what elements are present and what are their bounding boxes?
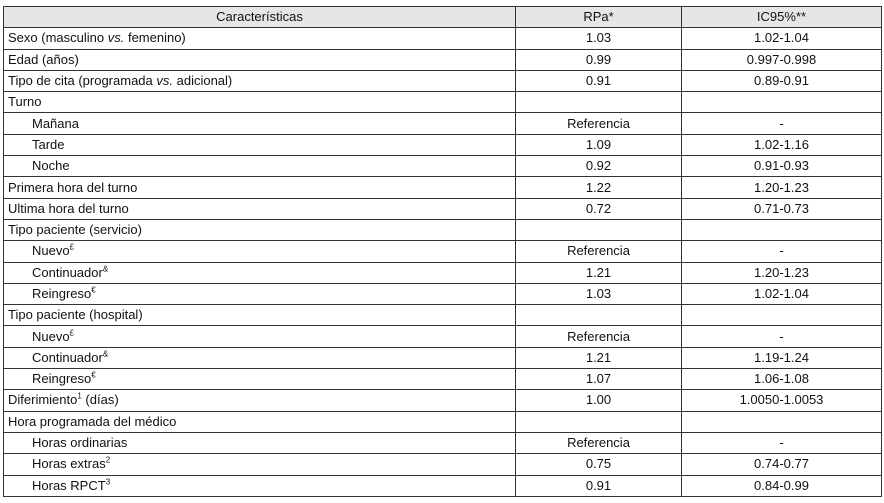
rpa-cell: Referencia [516, 432, 682, 453]
rpa-cell: Referencia [516, 241, 682, 262]
table-row [4, 347, 882, 368]
characteristic-cell [4, 241, 516, 262]
table-row [4, 432, 882, 453]
ic95-cell [682, 305, 882, 326]
table-row [4, 156, 882, 177]
characteristic-cell [4, 92, 516, 113]
ic95-cell: - [682, 113, 882, 134]
rpa-cell: Referencia [516, 326, 682, 347]
characteristic-cell [4, 70, 516, 91]
table-row [4, 369, 882, 390]
characteristic-label: Nuevo [32, 243, 70, 259]
characteristic-label: Horas extras [32, 456, 106, 472]
characteristic-label: Tipo paciente (servicio) [8, 222, 142, 238]
ic95-cell [682, 92, 882, 113]
rpa-cell: 1.03 [516, 28, 682, 49]
header-ic95: IC95%** [682, 7, 882, 28]
footnote-marker: 2 [105, 456, 111, 466]
table-row [4, 262, 882, 283]
characteristic-label: Primera hora del turno [8, 179, 138, 195]
table-row [4, 219, 882, 240]
footnote-marker: & [102, 264, 109, 274]
characteristic-label: Reingreso [32, 286, 92, 301]
ic95-cell: 1.19-1.24 [682, 347, 882, 368]
footnote-marker: € [91, 285, 96, 295]
rpa-cell: 1.03 [516, 283, 682, 304]
ic95-cell: 0.71-0.73 [682, 198, 882, 219]
ic95-cell [682, 411, 882, 432]
table-row [4, 326, 882, 347]
ic95-cell: - [682, 326, 882, 347]
ic95-cell: - [682, 432, 882, 453]
header-rpa: RPa* [516, 7, 682, 28]
characteristic-label: Turno [8, 94, 42, 110]
rpa-cell: 0.91 [516, 475, 682, 496]
ic95-cell: 0.91-0.93 [682, 156, 882, 177]
ic95-cell: 1.20-1.23 [682, 177, 882, 198]
characteristic-emphasis: vs. [107, 30, 125, 46]
ic95-cell: 0.89-0.91 [682, 70, 882, 91]
footnote-marker: € [91, 370, 96, 380]
table-container [3, 6, 881, 497]
footnote-marker: £ [69, 243, 75, 253]
table-row [4, 134, 882, 155]
characteristic-cell [4, 454, 516, 475]
rpa-cell: 0.92 [516, 156, 682, 177]
characteristic-cell [4, 28, 516, 49]
ic95-cell: 1.02-1.04 [682, 28, 882, 49]
ic95-cell: 0.997-0.998 [682, 49, 882, 70]
characteristic-cell [4, 432, 516, 453]
footnote-marker: £ [69, 328, 75, 338]
characteristic-cell [4, 326, 516, 347]
rpa-cell: 1.22 [516, 177, 682, 198]
rpa-cell: 0.99 [516, 49, 682, 70]
table-body [4, 28, 882, 497]
table-row [4, 411, 882, 432]
table-row [4, 475, 882, 496]
table-row [4, 283, 882, 304]
results-table [3, 6, 882, 497]
characteristic-label: Diferimiento [8, 392, 78, 408]
rpa-cell: 0.91 [516, 70, 682, 91]
characteristic-cell [4, 283, 516, 304]
characteristic-cell [4, 156, 516, 177]
characteristic-label: Continuador [32, 349, 103, 365]
characteristic-cell [4, 411, 516, 432]
characteristic-cell [4, 475, 516, 496]
table-row [4, 92, 882, 113]
characteristic-label: Hora programada del médico [8, 413, 177, 429]
footnote-marker: 3 [105, 477, 111, 487]
characteristic-cell [4, 305, 516, 326]
characteristic-cell [4, 49, 516, 70]
table-row [4, 28, 882, 49]
characteristic-cell [4, 198, 516, 219]
rpa-cell: 1.21 [516, 262, 682, 283]
table-row [4, 70, 882, 91]
rpa-cell: 0.72 [516, 198, 682, 219]
characteristic-cell [4, 390, 516, 411]
characteristic-cell [4, 369, 516, 390]
ic95-cell: 0.84-0.99 [682, 475, 882, 496]
characteristic-label: Noche [32, 158, 70, 174]
rpa-cell: 1.09 [516, 134, 682, 155]
characteristic-label: Mañana [32, 115, 79, 131]
characteristic-label: Ultima hora del turno [8, 200, 129, 216]
characteristic-label: Tarde [32, 136, 65, 152]
table-row [4, 198, 882, 219]
rpa-cell: Referencia [516, 113, 682, 134]
ic95-cell: 1.0050-1.0053 [682, 390, 882, 411]
characteristic-cell [4, 219, 516, 240]
characteristic-cell [4, 113, 516, 134]
rpa-cell [516, 92, 682, 113]
table-row [4, 177, 882, 198]
characteristic-label-suffix: (días) [81, 392, 119, 408]
characteristic-label: Horas RPCT [32, 477, 106, 493]
table-row [4, 49, 882, 70]
header-row [4, 7, 882, 28]
ic95-cell: 1.02-1.16 [682, 134, 882, 155]
ic95-cell: 1.20-1.23 [682, 262, 882, 283]
rpa-cell: 1.21 [516, 347, 682, 368]
table-row [4, 390, 882, 411]
characteristic-cell [4, 177, 516, 198]
rpa-cell [516, 305, 682, 326]
rpa-cell: 1.00 [516, 390, 682, 411]
ic95-cell [682, 219, 882, 240]
header-caracteristicas: Características [4, 7, 516, 28]
characteristic-cell [4, 347, 516, 368]
characteristic-label: Sexo (masculino [8, 30, 108, 46]
table-row [4, 241, 882, 262]
characteristic-cell [4, 134, 516, 155]
footnote-marker: & [102, 349, 109, 359]
ic95-cell: - [682, 241, 882, 262]
characteristic-label: Nuevo [32, 328, 70, 344]
characteristic-label: Reingreso [32, 371, 92, 387]
table-row [4, 305, 882, 326]
rpa-cell [516, 411, 682, 432]
characteristic-label: Tipo paciente (hospital) [8, 307, 143, 323]
characteristic-emphasis: vs. [156, 73, 173, 89]
characteristic-label: Tipo de cita (programada [8, 73, 157, 89]
characteristic-label: Continuador [32, 264, 103, 280]
ic95-cell: 0.74-0.77 [682, 454, 882, 475]
characteristic-label: Horas ordinarias [32, 435, 128, 451]
characteristic-cell [4, 262, 516, 283]
ic95-cell: 1.06-1.08 [682, 369, 882, 390]
ic95-cell: 1.02-1.04 [682, 283, 882, 304]
rpa-cell [516, 219, 682, 240]
footnote-marker: 1 [77, 392, 82, 402]
table-row [4, 113, 882, 134]
characteristic-label: Edad (años) [8, 51, 79, 67]
table-row [4, 454, 882, 475]
characteristic-label-rest: adicional) [173, 73, 233, 89]
rpa-cell: 1.07 [516, 369, 682, 390]
characteristic-label-rest: femenino) [124, 30, 186, 46]
rpa-cell: 0.75 [516, 454, 682, 475]
